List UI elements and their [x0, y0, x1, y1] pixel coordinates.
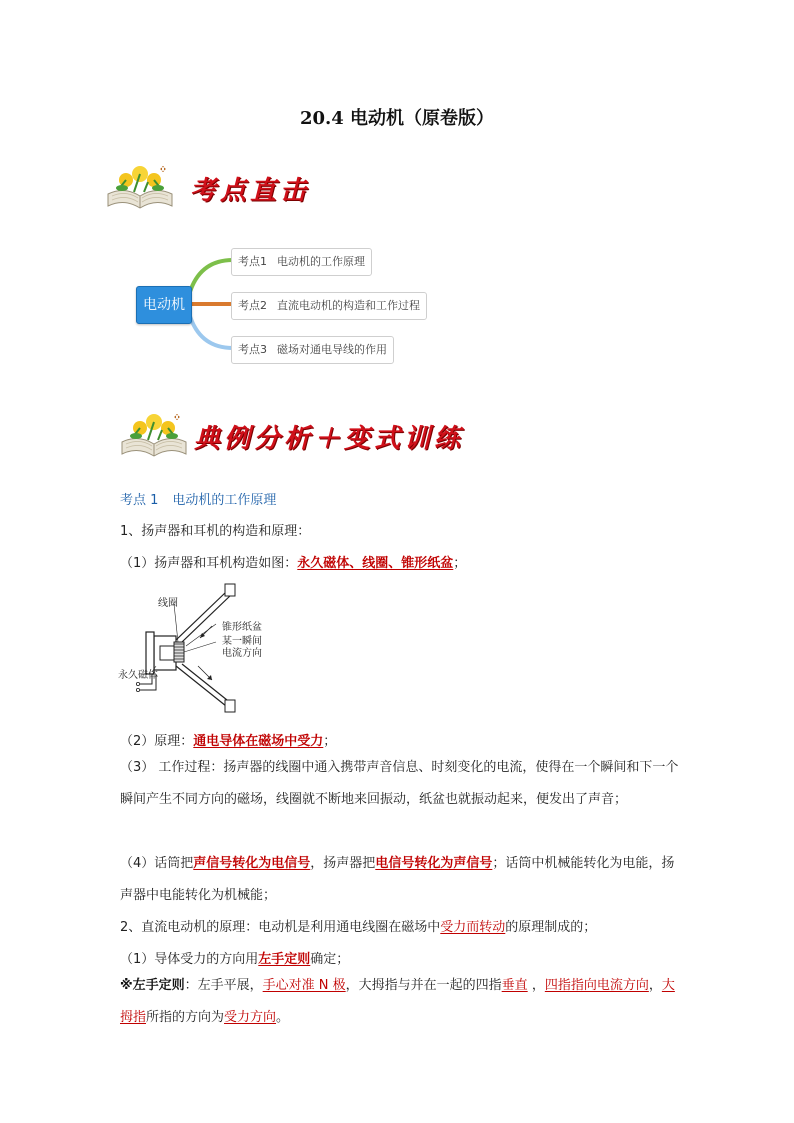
text-span: （1）扬声器和耳机构造如图： — [120, 556, 298, 571]
mindmap-node-3 — [231, 336, 394, 364]
item-2 — [120, 916, 596, 935]
text-span: ， — [527, 978, 545, 993]
section-heading — [120, 489, 276, 508]
mindmap-root: 电动机 — [136, 286, 192, 324]
highlight-fingers: 四指指向电流方向 — [544, 978, 649, 993]
highlight-palm: 手心对准 N 极 — [262, 978, 346, 993]
label-current-line1: 某一瞬间 — [222, 636, 262, 647]
item-1: 1、扬声器和耳机的构造和原理： — [120, 524, 311, 539]
text-span: 的原理制成的； — [505, 920, 597, 935]
mindmap-node-key: 考点2 — [238, 299, 267, 312]
highlight-rotation: 受力而转动 — [440, 920, 506, 935]
highlight-principle: 通电导体在磁场中受力 — [193, 734, 324, 749]
speaker-figure — [116, 580, 276, 714]
item-1-3: （3） 工作过程：扬声器的线圈中通入携带声音信息、时刻变化的电流，使得在一个瞬间和下一个瞬间产生不同方向的磁场，线圈就不断地来回振动，纸盆也就振动起来，便发出了声音； — [120, 760, 679, 807]
mindmap-node-2 — [231, 292, 427, 320]
text-span: ； — [323, 734, 337, 749]
banner-kaodian — [104, 160, 344, 212]
section-key: 考点 1 — [120, 493, 159, 508]
highlight-left-hand-rule: 左手定则 — [258, 952, 311, 967]
text-span: 。 — [276, 1010, 290, 1025]
left-hand-rule — [120, 970, 680, 1034]
text-span: ，扬声器把 — [310, 856, 376, 871]
highlight-speaker: 电信号转化为声信号 — [375, 856, 493, 871]
highlight-perpendicular: 垂直 — [501, 978, 528, 993]
banner-kaodian-text: 考点直击 — [190, 176, 311, 206]
open-book-icon — [104, 160, 176, 212]
text-span: 确定； — [310, 952, 350, 967]
item-2-1 — [120, 948, 349, 967]
text-span: ；话筒中机械能转化为电能，扬声器中电能转化为机械能； — [120, 856, 675, 903]
item-1-1 — [120, 552, 466, 571]
banner-dianli — [118, 408, 478, 460]
page-title: 20.4 电动机（原卷版） — [299, 108, 495, 129]
text-span: 所指的方向为 — [146, 1010, 225, 1025]
text-span: （1）导体受力的方向用 — [120, 952, 259, 967]
highlight-mic: 声信号转化为电信号 — [193, 856, 311, 871]
open-book-icon — [118, 408, 190, 460]
text-span: ； — [453, 556, 467, 571]
highlight-thumb: 大拇指 — [120, 978, 675, 1025]
label-current-line2: 电流方向 — [222, 648, 262, 659]
mindmap-node-key: 考点1 — [238, 255, 267, 268]
item-1-4 — [120, 848, 680, 912]
mindmap-node-key: 考点3 — [238, 343, 267, 356]
banner-dianli-text: 典例分析＋变式训练 — [194, 424, 465, 454]
highlight-structure: 永久磁体、线圈、锥形纸盆 — [297, 556, 454, 571]
text-span: 2、直流电动机的原理：电动机是利用通电线圈在磁场中 — [120, 920, 441, 935]
section-title: 电动机的工作原理 — [172, 493, 277, 508]
text-span: （4）话筒把 — [120, 856, 194, 871]
text-span: （2）原理： — [120, 734, 194, 749]
rule-label: ※左手定则 — [120, 978, 185, 993]
text-span: ：左手平展， — [184, 978, 263, 993]
label-coil: 线圈 — [158, 598, 178, 609]
text-span: ， — [648, 978, 662, 993]
mindmap-node-1 — [231, 248, 372, 276]
mindmap-node-text: 磁场对通电导线的作用 — [277, 343, 387, 356]
label-current — [222, 636, 262, 660]
label-magnet: 永久磁体 — [118, 670, 158, 681]
item-1-2 — [120, 730, 336, 749]
mindmap-node-text: 电动机的工作原理 — [277, 255, 365, 268]
label-cone: 锥形纸盆 — [222, 622, 262, 633]
highlight-force: 受力方向 — [224, 1010, 277, 1025]
mindmap-node-text: 直流电动机的构造和工作过程 — [277, 299, 420, 312]
text-span: ，大拇指与并在一起的四指 — [345, 978, 502, 993]
